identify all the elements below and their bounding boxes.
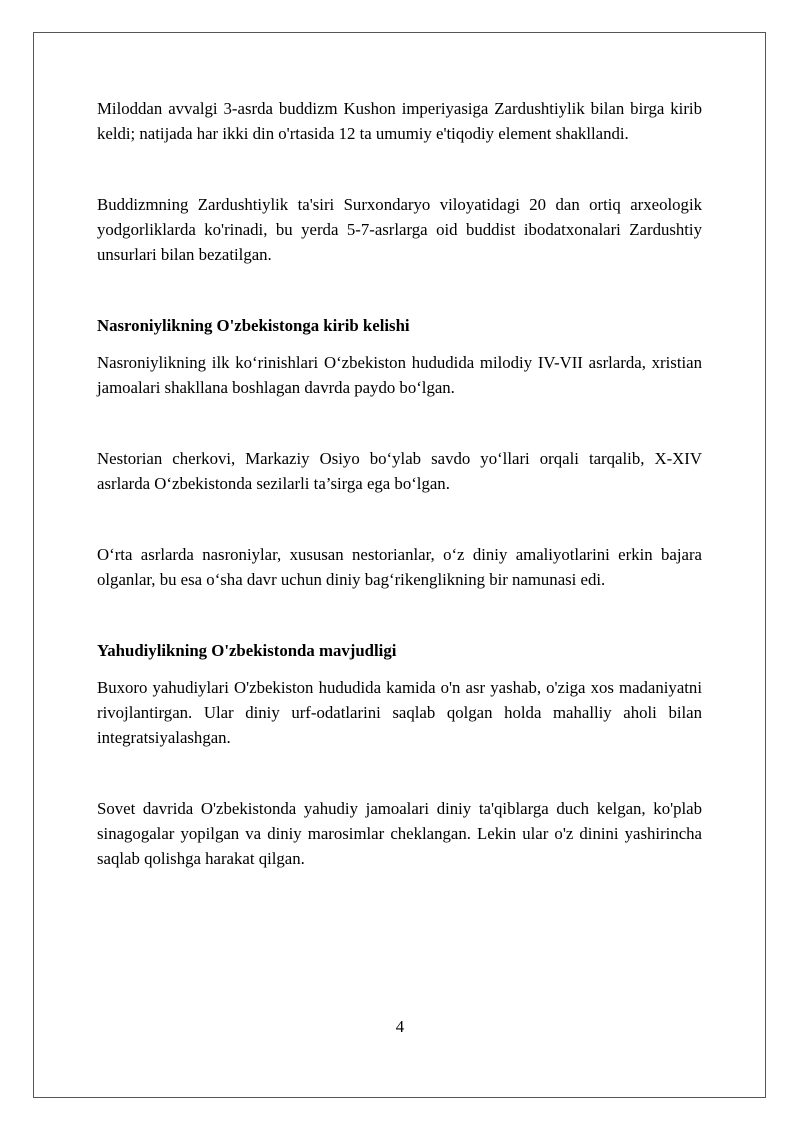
heading-judaism: Yahudiylikning O'zbekistonda mavjudligi <box>97 641 397 660</box>
page-number: 4 <box>395 1017 405 1036</box>
paragraph-buddhism-kushan: Miloddan avvalgi 3-asrda buddizm Kushon imperiyasiga Zardushtiylik bilan birga kirib keldi; natijada har ikki din o'rtasida 12 ta umumiy e'tiqodiy element shakllandi. <box>97 99 702 143</box>
paragraph-soviet-era: Sovet davrida O'zbekistonda yahudiy jamoalari diniy ta'qiblarga duch kelgan, ko'plab sinagogalar yopilgan va diniy marosimlar cheklangan. Lekin ular o'z dinini yashirincha saqlab qolishga harakat qilgan. <box>97 799 702 868</box>
heading-christianity: Nasroniylikning O'zbekistonga kirib kelishi <box>97 316 410 335</box>
paragraph-bukhara-jews: Buxoro yahudiylari O'zbekiston hududida kamida o'n asr yashab, o'ziga xos madaniyatni rivojlantirgan. Ular diniy urf-odatlarini saqlab qolgan holda mahalliy aholi bilan integratsiyalashgan. <box>97 678 702 747</box>
paragraph-buddhism-surxondaryo: Buddizmning Zardushtiylik ta'siri Surxondaryo viloyatidagi 20 dan ortiq arxeologik yodgorliklarda ko'rinadi, bu yerda 5-7-asrlarga oid buddist ibodatxonalari Zardushtiy unsurlari bilan bezatilgan. <box>97 195 702 264</box>
document-body <box>97 96 702 871</box>
paragraph-medieval-christians: O‘rta asrlarda nasroniylar, xususan nestorianlar, o‘z diniy amaliyotlarini erkin bajara olganlar, bu esa o‘sha davr uchun diniy bag‘rikenglikning bir namunasi edi. <box>97 545 702 589</box>
paragraph-christianity-early: Nasroniylikning ilk ko‘rinishlari O‘zbekiston hududida milodiy IV-VII asrlarda, xristian jamoalari shakllana boshlagan davrda paydo bo‘lgan. <box>97 353 702 397</box>
paragraph-nestorian-church: Nestorian cherkovi, Markaziy Osiyo bo‘ylab savdo yo‘llari orqali tarqalib, X-XIV asrlarda O‘zbekistonda sezilarli ta’sirga ega bo‘lgan. <box>97 449 702 493</box>
